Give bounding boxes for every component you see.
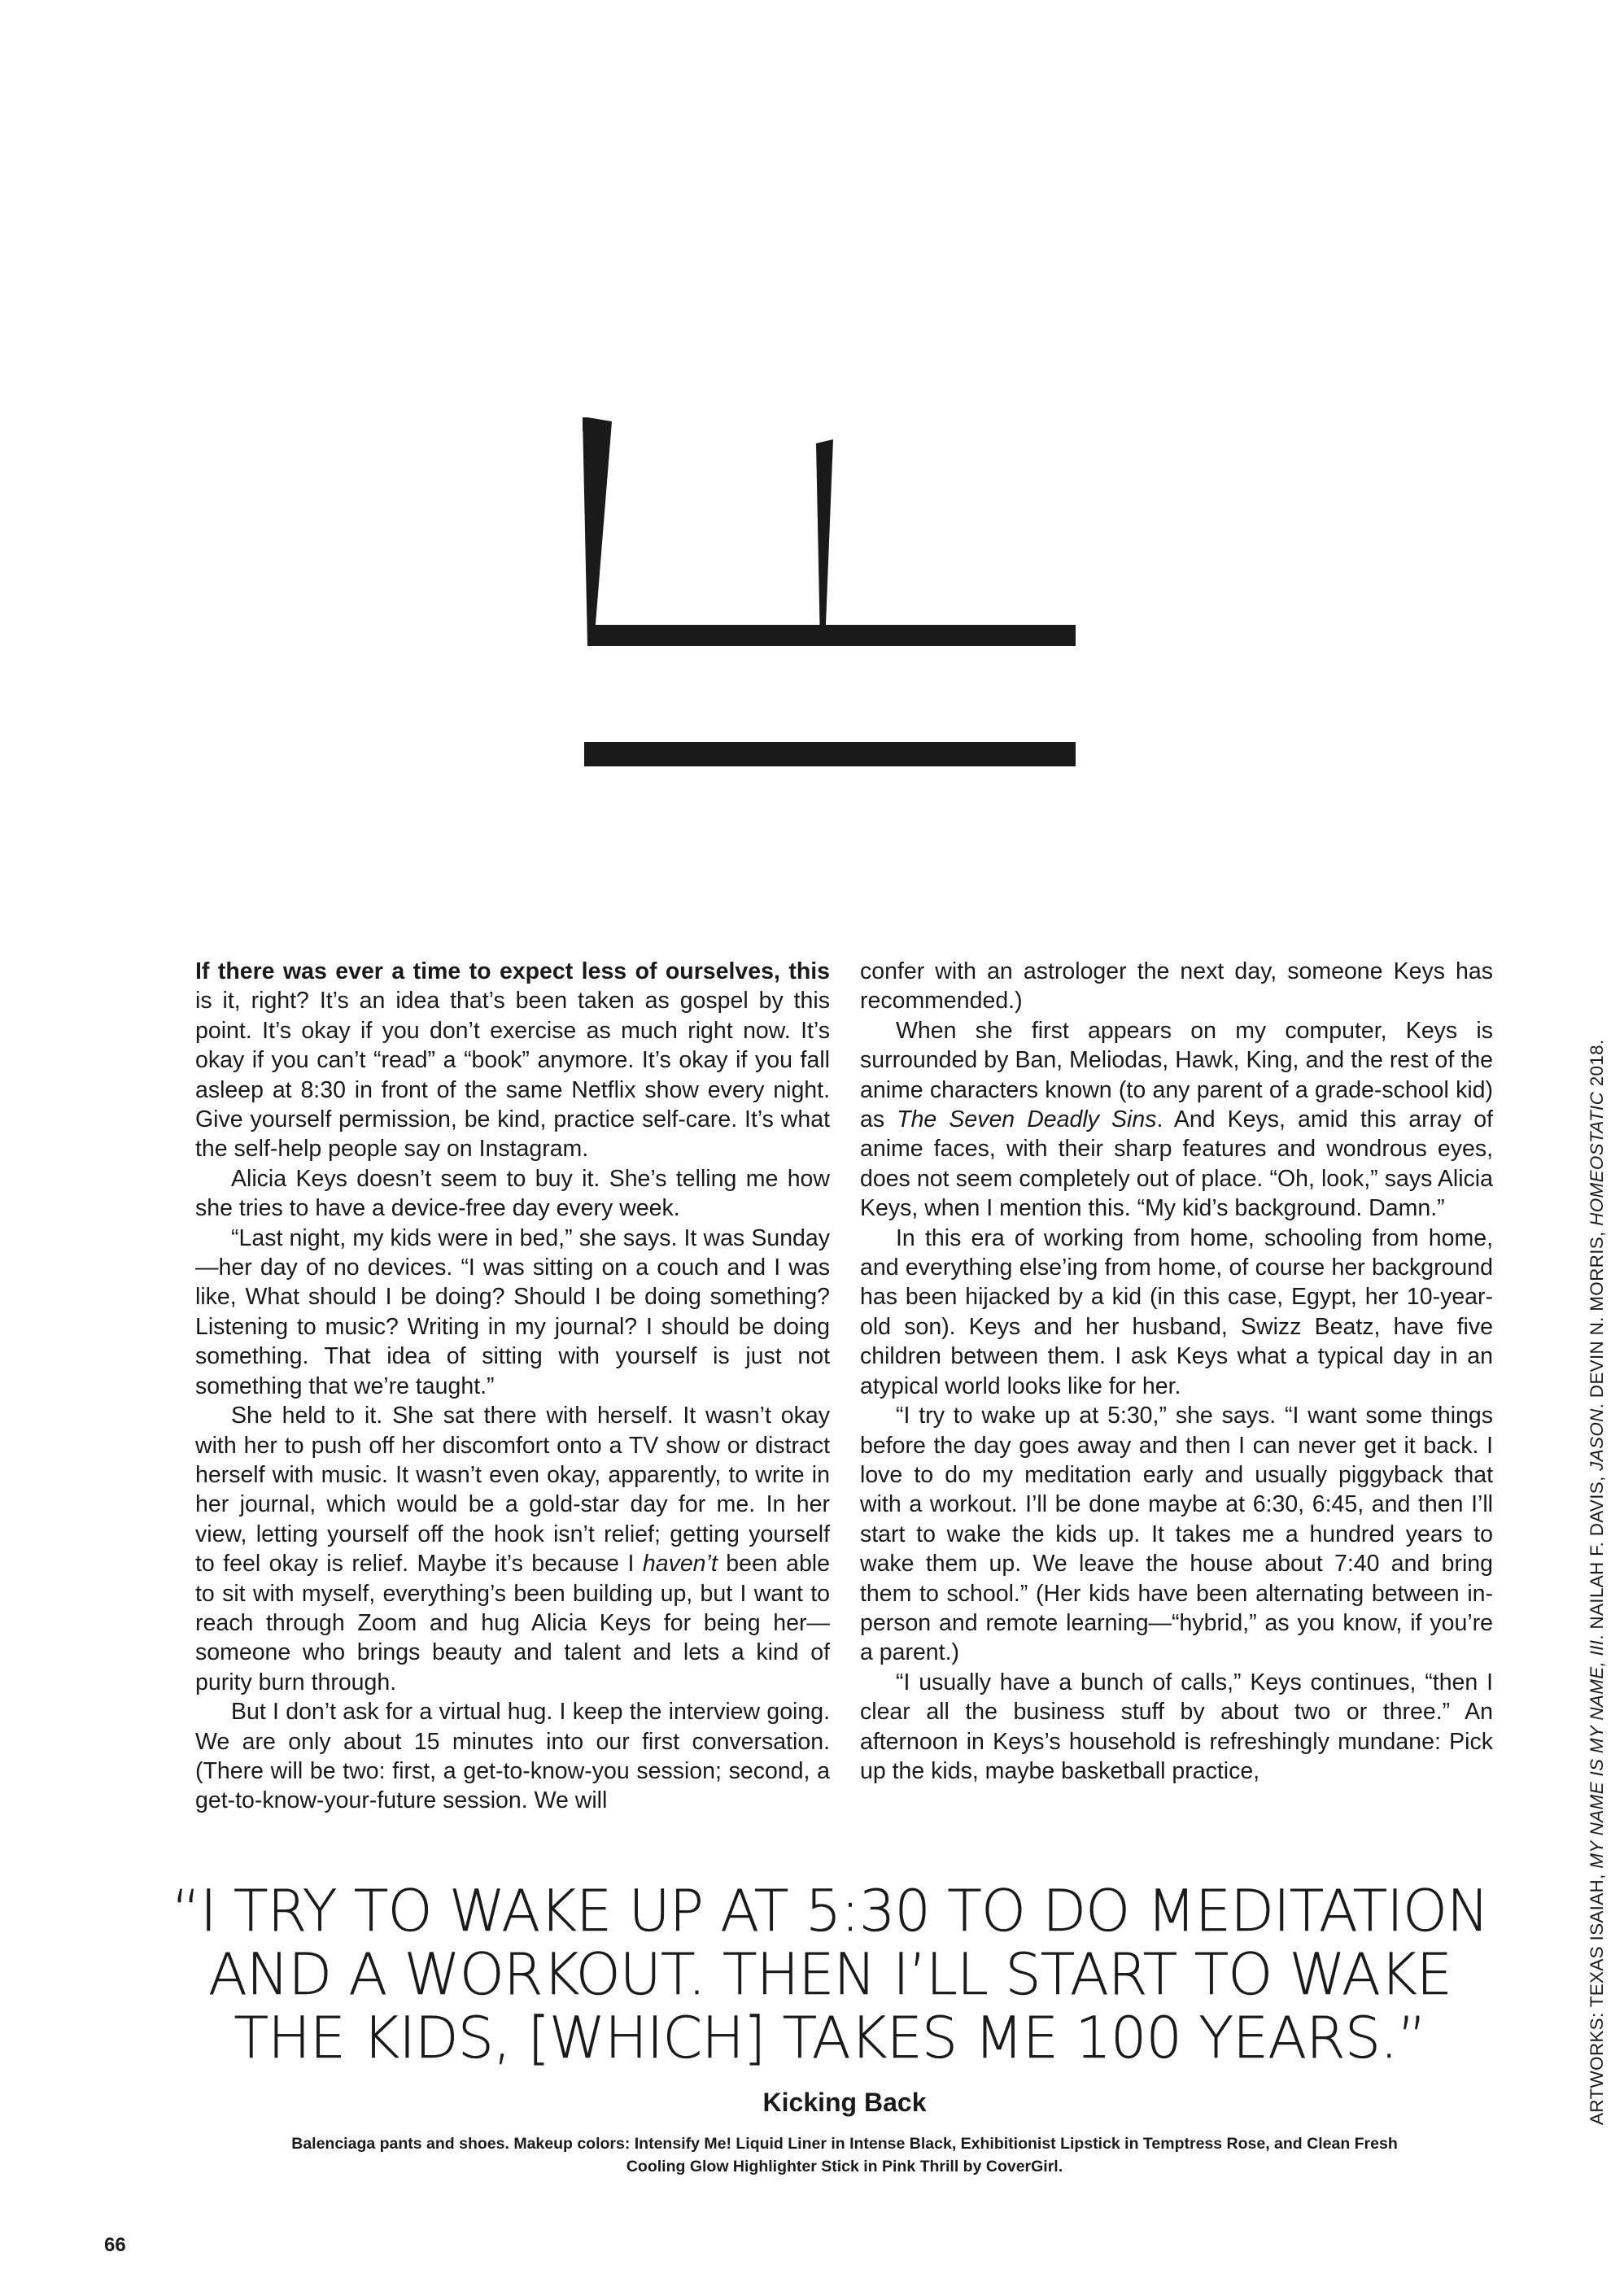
emphasis: haven’t — [642, 1551, 718, 1578]
article-column-left — [195, 957, 830, 1816]
caption-text: Balenciaga pants and shoes. Makeup colors: Intensify Me! Liquid Liner in Intense Black, Exhibitionist Lipstick in Temptress Rose, and Clean Fresh Cooling Glow Highlighter Stick in Pink Thrill by CoverGirl. — [291, 2135, 1398, 2175]
credit-work-title: HOMEOSTATIC — [1587, 1091, 1607, 1226]
pull-quote: “I TRY TO WAKE UP AT 5:30 TO DO MEDITATION AND A WORKOUT. THEN I’LL START TO WAKE THE KIDS, [WHICH] TAKES ME 100 YEARS.” — [171, 1878, 1489, 2071]
paragraph: But I don’t ask for a virtual hug. I keep the interview going. We are only about 15 minutes into our first conversation. (There will be two: first, a get-to-know-you session; second, a get-to-know-your-future session. We will — [195, 1699, 830, 1814]
paragraph: confer with an astrologer the next day, someone Keys has recommended.) — [860, 958, 1493, 1015]
paragraph-intro — [195, 957, 830, 1164]
credit-text: 2018. — [1587, 1039, 1607, 1092]
paragraph-text: She held to it. She sat there with herself. It wasn’t okay with her to push off her discomfort onto a TV show or distract herself with music. It wasn’t even okay, apparently, to write in her journal, which would be a gold-star day for me. In her view, letting yourself off the hook isn’t relief; getting yourself to feel okay is relief. Maybe it’s because I — [195, 1403, 830, 1578]
paragraph-text: . And Keys, amid this array of anime faces, with their sharp features and wondrous eyes, does not seem completely out of place. “Oh, look,” says Alicia Keys, when I mention this. “My kid’s background. Damn.” — [860, 1106, 1493, 1222]
drop-cap-left-stem-body — [583, 417, 612, 644]
artwork-credits — [1587, 1040, 1608, 2126]
paragraph: Alicia Keys doesn’t seem to buy it. She’s telling me how she tries to have a device-free day every week. — [195, 1165, 830, 1222]
drop-cap-lower-bar — [584, 742, 1076, 766]
credit-work-title: MY NAME IS MY NAME, III — [1587, 1639, 1607, 1869]
credit-text: . DEVIN N. MORRIS, — [1587, 1225, 1607, 1409]
paragraph: In this era of working from home, schooling from home, and everything else’ing from home, of course her background has been hijacked by a kid (in this case, Egypt, her 10-year-old son). Keys and her husband, Swizz Beatz, have five children between them. I ask Keys what a typical day in an atypical world looks like for her. — [860, 1224, 1493, 1399]
paragraph — [195, 1401, 830, 1697]
article-column-right — [860, 957, 1493, 1786]
caption-title: Kicking Back — [762, 2088, 927, 2117]
credit-work-title: JASON — [1587, 1408, 1607, 1471]
page-number: 66 — [104, 2234, 126, 2256]
paragraph: “I try to wake up at 5:30,” she says. “I want some things before the day goes away and then I can never get it back. I love to do my meditation early and usually piggyback that with a workout. I’ll be done maybe at 6:30, 6:45, and then I’ll start to wake the kids up. It takes me a hundred years to wake them up. We leave the house about 7:40 and bring them to school.” (Her kids have been alternating between in-person and remote learning—“hybrid,” as you know, if you’re a parent.) — [860, 1403, 1493, 1666]
paragraph-text: When she first appears on my computer, Keys is surrounded by Ban, Meliodas, Hawk, King, and the rest of the anime characters known (to any parent of a grade-school kid) as — [860, 1017, 1493, 1133]
lead-in: If there was ever a time to expect less of ourselves, this — [195, 958, 830, 984]
book-title: The Seven Deadly Sins — [897, 1106, 1157, 1133]
drop-cap-upper-bar — [587, 625, 1076, 646]
drop-cap-letter-h — [0, 0, 1624, 814]
paragraph — [860, 1016, 1493, 1224]
credit-text: ARTWORKS: TEXAS ISAIAH, — [1587, 1868, 1607, 2125]
paragraph-text: been able to sit with myself, everything’s been building up, but I want to reach through Zoom and hug Alicia Keys for being her—someone who brings beauty and talent and lets a kind of purity burn through. — [195, 1551, 830, 1695]
paragraph: “I usually have a bunch of calls,” Keys continues, “then I clear all the business stuff by about two or three.” An afternoon in Keys’s household is refreshingly mundane: Pick up the kids, maybe basketball practice, — [860, 1669, 1493, 1784]
paragraph-intro-text: is it, right? It’s an idea that’s been taken as gospel by this point. It’s okay if you don’t exercise as much right now. It’s okay if you can’t “read” a “book” anymore. It’s okay if you fall asleep at 8:30 in front of the same Netflix show every night. Give yourself permission, be kind, practice self-care. It’s what the self-help people say on Instagram. — [195, 988, 830, 1163]
credit-text: . NAILAH F. DAVIS, — [1587, 1470, 1607, 1640]
drop-cap-right-stem — [816, 439, 833, 644]
paragraph: “Last night, my kids were in bed,” she says. It was Sunday—her day of no devices. “I was sitting on a couch and I was like, What should I be doing? Should I be doing something? Listening to music? Writing in my journal? I should be doing something. That idea of sitting with yourself is just not something that we’re taught.” — [195, 1224, 830, 1399]
